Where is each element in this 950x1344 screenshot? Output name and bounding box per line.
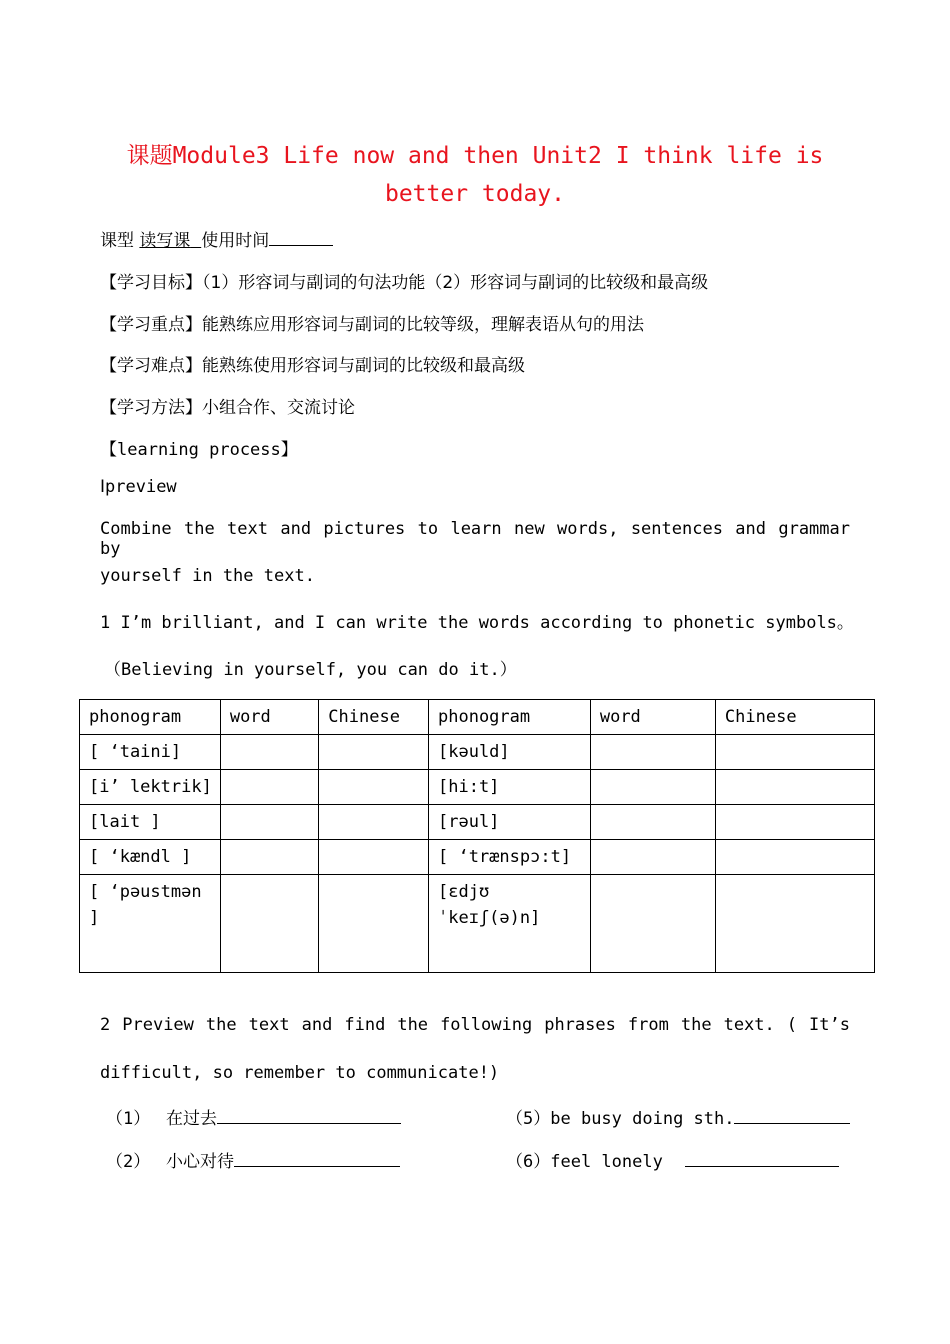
answer-blank[interactable] — [734, 1106, 850, 1124]
table-row — [80, 805, 875, 840]
objective-difficulties — [100, 351, 525, 376]
phrase-number: （1） — [106, 1109, 151, 1129]
table-row — [80, 735, 875, 770]
header-cell: Chinese — [715, 700, 874, 735]
objective-text: 能熟练使用形容词与副词的比较级和最高级 — [202, 356, 525, 376]
word-answer-cell[interactable] — [220, 805, 318, 840]
answer-blank[interactable] — [234, 1149, 400, 1167]
chinese-answer-cell[interactable] — [319, 805, 429, 840]
preview-heading: Ⅰpreview — [100, 477, 177, 497]
phonogram-cell: [ ‘taini] — [80, 735, 221, 770]
answer-blank[interactable] — [685, 1149, 839, 1167]
chinese-answer-cell[interactable] — [715, 805, 874, 840]
answer-blank[interactable] — [217, 1106, 401, 1124]
phonogram-cell: [kəuld] — [429, 735, 591, 770]
table-header-row — [80, 700, 875, 735]
phrase-text: be busy doing sth. — [550, 1109, 735, 1129]
chinese-answer-cell[interactable] — [319, 770, 429, 805]
phrase-number: （6） — [506, 1152, 551, 1172]
phrase-item — [166, 1104, 401, 1129]
chinese-answer-cell[interactable] — [715, 735, 874, 770]
word-answer-cell[interactable] — [220, 770, 318, 805]
intro-line1: Combine the text and pictures to learn new words, sentences and grammar by — [100, 519, 850, 559]
task2-line1: 2 Preview the text and find the following phrases from the text. ( It’s — [100, 1015, 850, 1035]
word-answer-cell[interactable] — [590, 840, 715, 875]
header-cell: Chinese — [319, 700, 429, 735]
table-row — [80, 840, 875, 875]
word-answer-cell[interactable] — [220, 875, 318, 973]
header-cell: word — [590, 700, 715, 735]
phrase-item — [166, 1147, 400, 1172]
chinese-answer-cell[interactable] — [319, 735, 429, 770]
word-answer-cell[interactable] — [590, 875, 715, 973]
chinese-answer-cell[interactable] — [319, 840, 429, 875]
phrase-number: （5） — [506, 1109, 551, 1129]
word-answer-cell[interactable] — [220, 840, 318, 875]
word-answer-cell[interactable] — [590, 735, 715, 770]
lesson-meta — [100, 226, 333, 251]
objective-methods — [100, 393, 355, 418]
intro-line2: yourself in the text. — [100, 566, 315, 586]
task1-encouragement: （Believing in yourself, you can do it.） — [104, 660, 517, 680]
phonogram-cell: [lait ] — [80, 805, 221, 840]
objective-label: 【学习方法】 — [100, 398, 202, 418]
header-cell: phonogram — [429, 700, 591, 735]
phrase-item — [106, 1104, 150, 1129]
word-answer-cell[interactable] — [590, 805, 715, 840]
word-answer-cell[interactable] — [220, 735, 318, 770]
phonogram-cell: [ ‘trænspɔ:t] — [429, 840, 591, 875]
phonogram-cell: [rəul] — [429, 805, 591, 840]
objective-label: 【学习目标】 — [100, 273, 202, 293]
task2-line2: difficult, so remember to communicate!) — [100, 1063, 500, 1083]
phonetic-table — [79, 699, 875, 973]
phonogram-cell: [ ‘kændl ] — [80, 840, 221, 875]
chinese-answer-cell[interactable] — [715, 770, 874, 805]
phrase-number: （2） — [106, 1152, 151, 1172]
chinese-answer-cell[interactable] — [319, 875, 429, 973]
time-blank — [269, 228, 333, 246]
table-row — [80, 875, 875, 973]
learning-process-heading: 【learning process】 — [100, 440, 298, 460]
lesson-title-line1 — [0, 137, 950, 170]
phonogram-cell: [hi:t] — [429, 770, 591, 805]
phonogram-cell: [ ‘pəustmən ] — [80, 875, 221, 973]
objective-text: （1）形容词与副词的句法功能（2）形容词与副词的比较级和最高级 — [202, 273, 709, 293]
objective-label: 【学习难点】 — [100, 356, 202, 376]
word-answer-cell[interactable] — [590, 770, 715, 805]
title-text-line1: Module3 Life now and then Unit2 I think life is — [172, 143, 824, 169]
title-prefix: 课题 — [126, 143, 173, 169]
task1-instruction: 1 I’m brilliant, and I can write the words according to phonetic symbols。 — [100, 613, 854, 633]
chinese-answer-cell[interactable] — [715, 875, 874, 973]
phrase-text: feel lonely — [550, 1152, 663, 1172]
lesson-title-line2: better today. — [384, 181, 565, 207]
phrase-item — [506, 1147, 839, 1172]
chinese-answer-cell[interactable] — [715, 840, 874, 875]
objective-text: 小组合作、交流讨论 — [202, 398, 355, 418]
phonogram-cell: [ɛdjʊ ˈkeɪʃ(ə)n] — [429, 875, 591, 973]
phonogram-cell: [i’ lektrik] — [80, 770, 221, 805]
objective-text: 能熟练应用形容词与副词的比较等级，理解表语从句的用法 — [202, 315, 644, 335]
objective-key-points — [100, 310, 644, 335]
phrase-item — [506, 1104, 850, 1129]
phrase-item — [106, 1147, 150, 1172]
phrase-text: 小心对待 — [166, 1152, 234, 1172]
objective-label: 【学习重点】 — [100, 315, 202, 335]
type-value: 读写课 — [139, 231, 191, 251]
objective-goals — [100, 268, 708, 293]
type-label: 课型 — [100, 231, 134, 251]
time-label: 使用时间 — [201, 231, 270, 251]
header-cell: phonogram — [80, 700, 221, 735]
table-row — [80, 770, 875, 805]
header-cell: word — [220, 700, 318, 735]
phrase-text: 在过去 — [166, 1109, 217, 1129]
